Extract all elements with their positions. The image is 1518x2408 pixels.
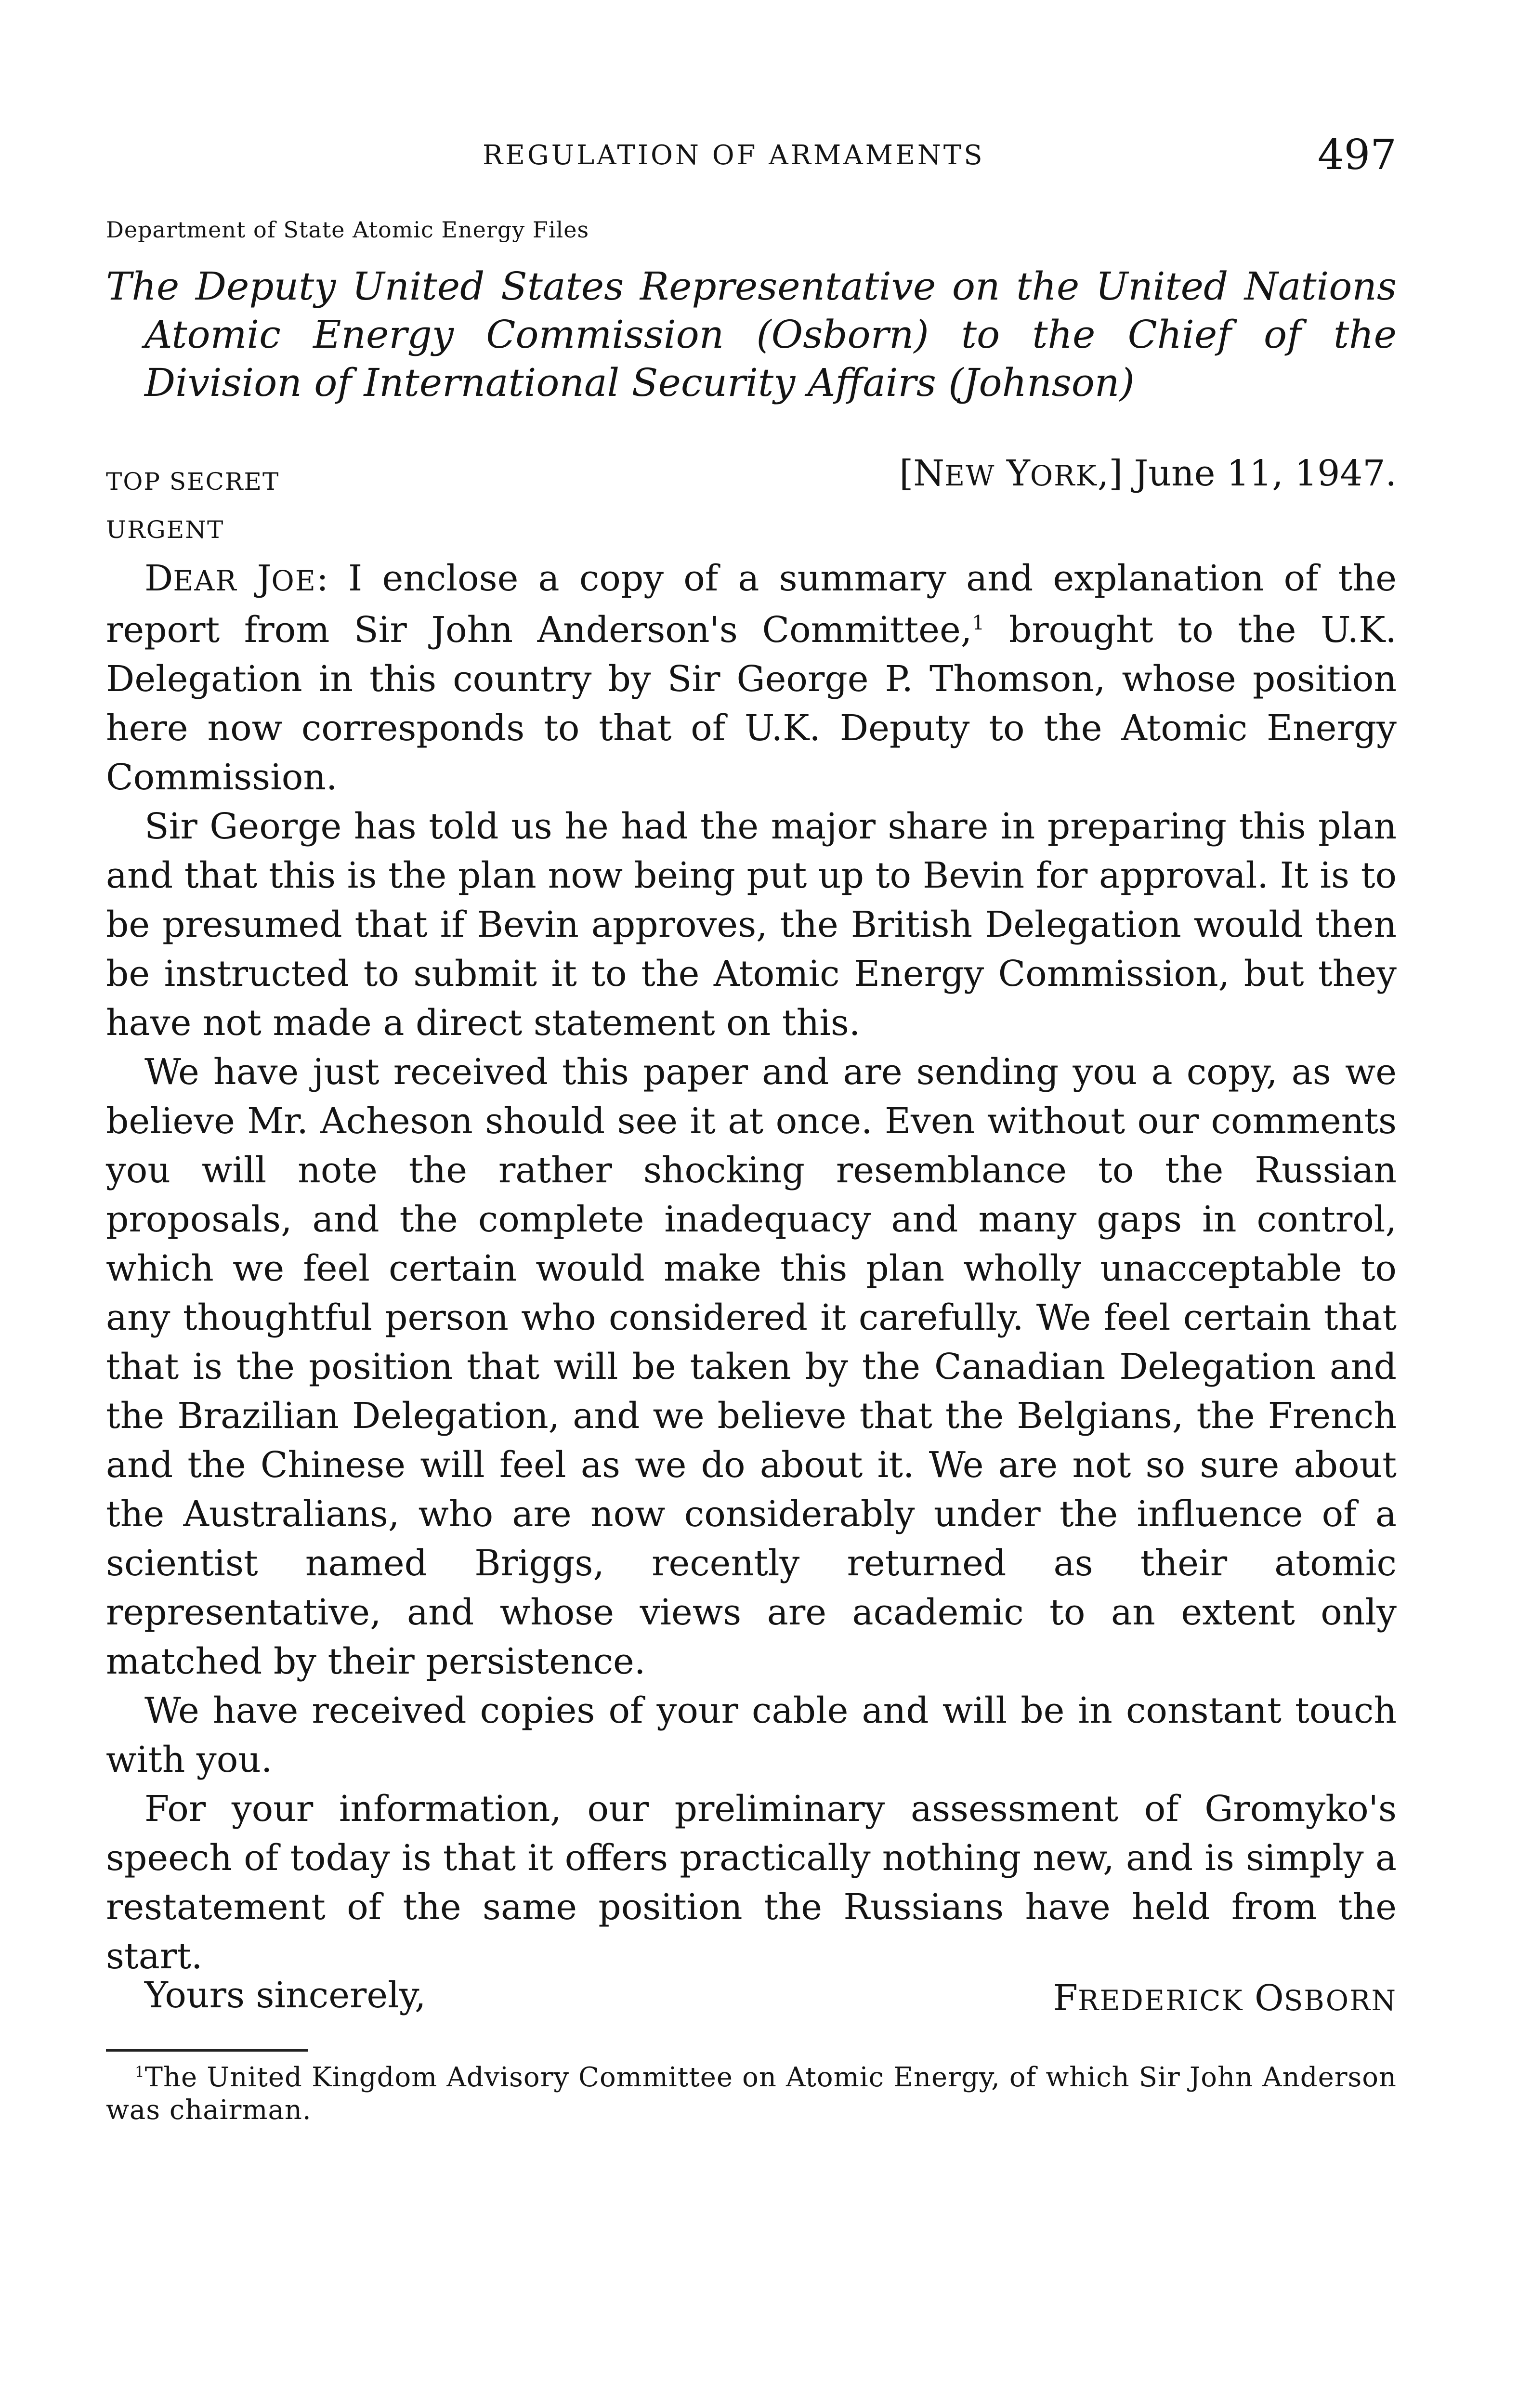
- paragraph-text: brought to the U.K. Delegation in this country by Sir George P. Thomson, whose position here now corresponds to that of U.K. Deputy to the Atomic Energy Commission.: [106, 609, 1397, 798]
- classification-block: [106, 458, 279, 554]
- signature-f: F: [1053, 1977, 1078, 2019]
- salutation: [144, 558, 328, 599]
- footnote-divider: [106, 2049, 308, 2052]
- paragraph: Sir George has told us he had the major share in preparing this plan and that this is the plan now being put up to Bevin for approval. It is to be presumed that if Bevin approves, the British Delegation would then be instructed to submit it to the Atomic Energy Commission, but they have not made a direct statement on this.: [106, 806, 1397, 1044]
- salutation-colon: :: [316, 558, 328, 599]
- salutation-ear: EAR: [173, 564, 237, 597]
- dateline-place-y: Y: [995, 453, 1030, 494]
- footnote-marker: 1: [135, 2063, 145, 2081]
- dateline-place-ork: ORK: [1030, 459, 1098, 492]
- dateline-place-ew: EW: [944, 459, 995, 492]
- signature: [1053, 1977, 1397, 2019]
- paragraph: We have just received this paper and are sending you a copy, as we believe Mr. Acheson should see it at once. Even without our comments you will note the rather shocking resemblance to the Russian proposals, and the complete inadequacy and many gaps in control, which we feel certain would make this plan wholly unacceptable to any thoughtful person who considered it carefully. We feel certain that that is the position that will be taken by the Canadian Delegation and the Brazilian Delegation, and we believe that the Belgians, the French and the Chinese will feel as we do about it. We are not so sure about the Australians, who are now considerably under the influence of a scientist named Briggs, recently returned as their atomic representative, and whose views are academic to an extent only matched by their persistence.: [106, 1051, 1397, 1682]
- signature-rederick: REDERICK: [1077, 1984, 1243, 2017]
- paragraph: [106, 554, 1397, 802]
- paragraph-text: I enclose a copy of a summary and explanation of the report from Sir John Anderson's Committee,: [106, 558, 1397, 651]
- letter-body: [106, 554, 1397, 1981]
- footnote-text: The United Kingdom Advisory Committee on Atomic Energy, of which Sir John Anderson was chairman.: [106, 2062, 1397, 2126]
- running-header: [106, 131, 1397, 184]
- dateline-bracket-open: [: [899, 453, 914, 494]
- running-title: REGULATION OF ARMAMENTS: [483, 140, 985, 171]
- dateline-place-n: N: [913, 453, 944, 494]
- source-note: Department of State Atomic Energy Files: [106, 217, 589, 243]
- signature-o: O: [1243, 1977, 1284, 2019]
- paragraph: For your information, our preliminary assessment of Gromyko's speech of today is that it offers practically nothing new, and is simply a restatement of the same position the Russians have held from the start.: [106, 1788, 1397, 1977]
- salutation-j: J: [237, 558, 272, 599]
- paragraph: We have received copies of your cable and will be in constant touch with you.: [106, 1690, 1397, 1780]
- page-number: 497: [1317, 131, 1397, 179]
- complimentary-close: Yours sincerely,: [144, 1975, 426, 2016]
- dateline-bracket-close: ,]: [1097, 453, 1123, 494]
- salutation-d: D: [144, 558, 173, 599]
- dateline-date: June 11, 1947.: [1123, 453, 1397, 494]
- dateline: [899, 453, 1397, 494]
- footnote-reference[interactable]: 1: [972, 611, 985, 635]
- footnote: [106, 2061, 1397, 2127]
- closing-block: [106, 1975, 1397, 2028]
- signature-sborn: SBORN: [1283, 1984, 1397, 2017]
- classification-top-secret: TOP SECRET: [106, 468, 280, 496]
- classification-urgent: URGENT: [106, 516, 224, 544]
- salutation-oe: OE: [271, 564, 316, 597]
- document-title: The Deputy United States Representative on the United Nations Atomic Energy Commission (Osborn) to the Chief of the Division of International Security Affairs (Johnson): [106, 264, 1397, 405]
